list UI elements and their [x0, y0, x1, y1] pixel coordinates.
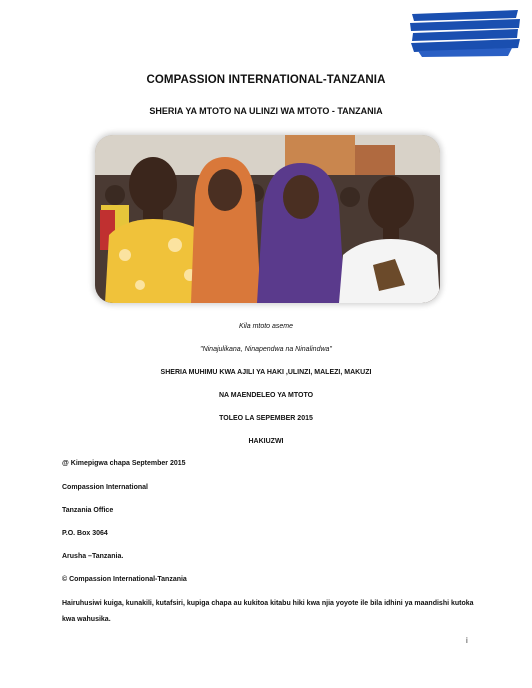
copyright-line: © Compassion International-Tanzania: [62, 576, 187, 583]
document-subtitle: SHERIA YA MTOTO NA ULINZI WA MTOTO - TANZANIA: [149, 106, 383, 116]
slogan-quote: "Ninajulikana, Ninapendwa na Ninalindwa": [200, 346, 332, 353]
publisher-org: Compassion International: [62, 484, 148, 491]
document-title: COMPASSION INTERNATIONAL-TANZANIA: [146, 74, 386, 86]
heading-line-2: NA MAENDELEO YA MTOTO: [218, 392, 314, 399]
rights-line: HAKIUZWI: [248, 438, 284, 445]
publisher-office: Tanzania Office: [62, 507, 114, 514]
logo-brush-stroke: [408, 8, 522, 58]
slogan-intro: Kila mtoto aseme: [238, 323, 294, 330]
cover-photo: [95, 135, 440, 303]
publisher-city: Arusha –Tanzania.: [62, 553, 124, 560]
edition-line: TOLEO LA SEPEMBER 2015: [219, 415, 313, 422]
print-date: @ Kimepigwa chapa September 2015: [62, 460, 186, 467]
heading-line-1: SHERIA MUHIMU KWA AJILI YA HAKI ,ULINZI, MALEZI, MAKUZI: [160, 369, 372, 376]
publisher-box: P.O. Box 3064: [62, 530, 108, 537]
page-number: i: [466, 636, 468, 645]
copyright-notice: Hairuhusiwi kuiga, kunakili, kutafsiri, kupiga chapa au kukitoa kitabu hiki kwa njia yoyote ile bila idhini ya maandishi kutoka kwa wahusika.: [62, 600, 474, 623]
